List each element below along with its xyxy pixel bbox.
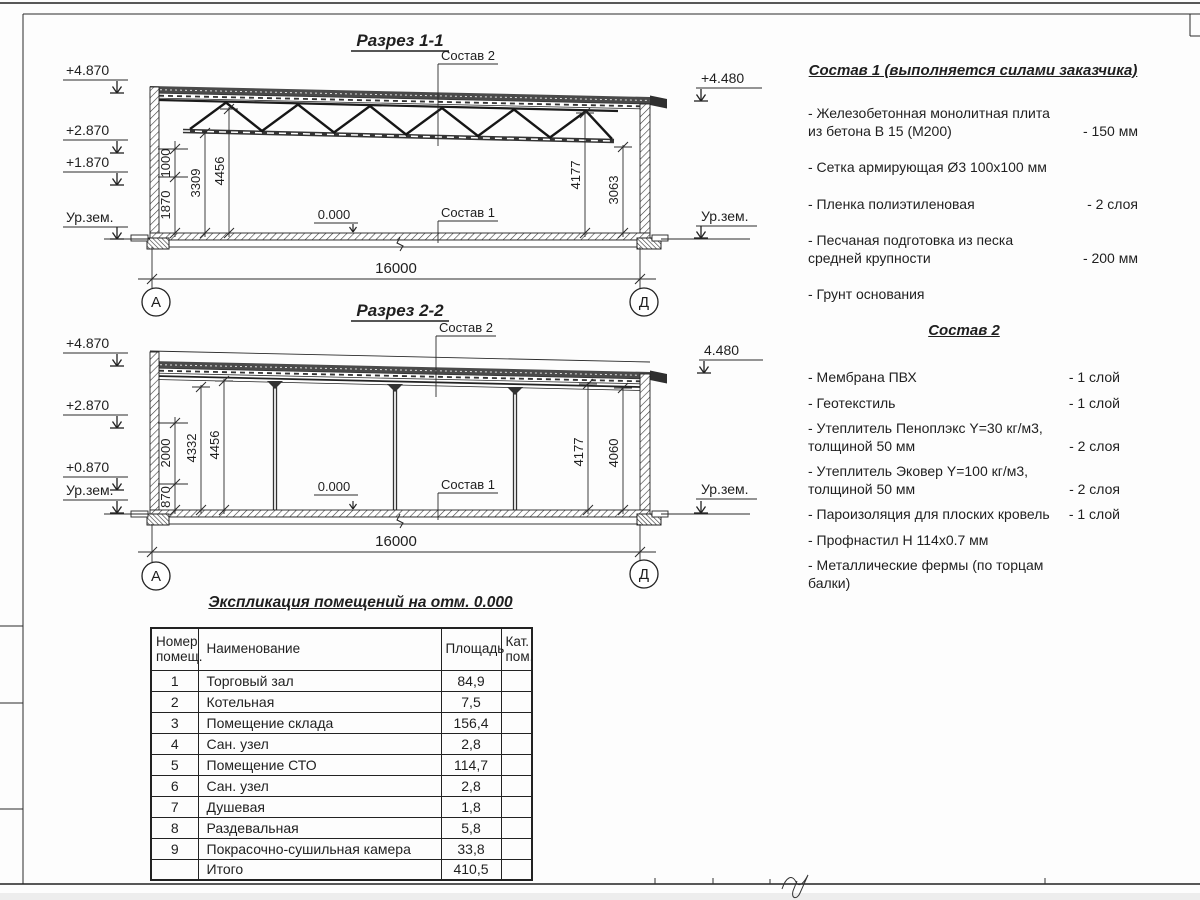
table-row — [151, 754, 532, 775]
table-row — [151, 796, 532, 817]
cell-number: 4 — [151, 733, 198, 754]
cell-name: Раздевальная — [198, 817, 441, 838]
span-dimension — [138, 524, 658, 590]
dim-label: 870 — [158, 486, 173, 508]
material-item: - Утеплитель Эковер Y=100 кг/м3, толщиной 50 мм - 2 слоя — [808, 463, 1120, 497]
cell-area: 5,8 — [441, 817, 501, 838]
cell-area: 7,5 — [441, 691, 501, 712]
wall-right — [640, 104, 650, 233]
section-title: Разрез 2-2 — [356, 301, 444, 320]
cell-cat — [501, 691, 532, 712]
material-item: - Металлические фермы (по торцам балки) — [808, 557, 1044, 591]
level-mark-label: +4.870 — [66, 335, 110, 351]
axis-label: А — [150, 294, 162, 311]
cell-number — [151, 859, 198, 880]
table-row — [151, 733, 532, 754]
scan-edge — [0, 893, 1200, 900]
floor-slab — [150, 510, 650, 517]
cell-cat — [501, 733, 532, 754]
cell-number: 6 — [151, 775, 198, 796]
ground-level-label: Ур.зем. — [701, 481, 749, 497]
span-dim-label: 16000 — [375, 260, 417, 277]
elevation-marks-right — [694, 342, 763, 513]
dim-label: 4060 — [606, 438, 621, 468]
ground-level-label: Ур.зем. — [66, 482, 114, 498]
cell-cat — [501, 712, 532, 733]
cell-cat — [501, 817, 532, 838]
room-table-title: Экспликация помещений на отм. 0.000 — [208, 594, 513, 611]
cell-number: 8 — [151, 817, 198, 838]
material-item: - Железобетонная монолитная плита из бетона В 15 (М200) - 150 мм — [808, 105, 1138, 139]
dim-label: 1000 — [158, 148, 173, 178]
table-row — [151, 775, 532, 796]
table-row — [151, 712, 532, 733]
table-row-total — [151, 859, 532, 880]
axis-label: Д — [638, 294, 650, 311]
section-title: Разрез 1-1 — [356, 31, 444, 50]
cell-cat — [501, 859, 532, 880]
dim-label: 4177 — [571, 437, 586, 467]
cell-area: 410,5 — [441, 859, 501, 880]
sostav-2-title: Состав 2 — [928, 322, 1000, 339]
material-item: - Профнастил Н 114х0.7 мм — [808, 531, 989, 548]
cell-cat — [501, 796, 532, 817]
section-1 — [63, 31, 762, 316]
sostav-1-panel — [808, 62, 1138, 323]
cell-area: 156,4 — [441, 712, 501, 733]
elevation-marks-left — [63, 62, 128, 239]
material-item: - Пленка полиэтиленовая - 2 слоя — [808, 195, 1138, 212]
col-header-cat: Кат. пом. — [501, 628, 532, 670]
cell-name: Покрасочно-сушильная камера — [198, 838, 441, 859]
cell-name: Итого — [198, 859, 441, 880]
cell-name: Помещение СТО — [198, 754, 441, 775]
cell-name: Торговый зал — [198, 670, 441, 691]
layer-label: Состав 1 — [441, 205, 495, 220]
cell-name: Котельная — [198, 691, 441, 712]
dim-label: 4177 — [568, 160, 583, 190]
cell-name: Сан. узел — [198, 775, 441, 796]
cell-area: 2,8 — [441, 775, 501, 796]
wall-right — [640, 374, 650, 510]
dim-label: 4456 — [212, 156, 227, 186]
level-mark-label: +0.870 — [66, 459, 110, 475]
cell-number: 9 — [151, 838, 198, 859]
section-2 — [63, 301, 763, 590]
zero-level-label: 0.000 — [317, 207, 351, 222]
table-row — [151, 691, 532, 712]
table-header-row — [151, 628, 532, 670]
cell-cat — [501, 670, 532, 691]
level-mark-label: +2.870 — [66, 397, 110, 413]
level-mark-label: +4.870 — [66, 62, 110, 78]
dim-label: 3063 — [606, 175, 621, 205]
cell-number: 3 — [151, 712, 198, 733]
sostav-1-title: Состав 1 (выполняется силами заказчика) — [808, 62, 1138, 79]
level-mark-label: 4.480 — [704, 342, 740, 358]
dim-label: 2000 — [158, 438, 173, 468]
zero-level-label: 0.000 — [317, 479, 351, 494]
level-mark-label: +4.480 — [701, 70, 745, 86]
cell-cat — [501, 754, 532, 775]
material-item: - Песчаная подготовка из песка средней крупности - 200 мм — [808, 232, 1138, 266]
zero-mark — [314, 207, 358, 232]
cell-area: 84,9 — [441, 670, 501, 691]
sostav-2-panel — [808, 322, 1120, 600]
cell-number: 1 — [151, 670, 198, 691]
cell-name: Сан. узел — [198, 733, 441, 754]
axis-label: Д — [638, 566, 650, 583]
cell-cat — [501, 775, 532, 796]
cell-number: 7 — [151, 796, 198, 817]
cell-area: 114,7 — [441, 754, 501, 775]
vertical-dimensions — [158, 104, 632, 238]
table-row — [151, 838, 532, 859]
foundation-left — [147, 514, 169, 525]
level-mark-label: +2.870 — [66, 122, 110, 138]
dim-label: 1870 — [158, 190, 173, 220]
cell-name: Душевая — [198, 796, 441, 817]
vertical-dimensions — [158, 376, 632, 515]
foundation-left — [147, 238, 169, 249]
axis-label: А — [150, 568, 162, 585]
material-item: - Геотекстиль - 1 слой — [808, 394, 1120, 411]
layer-label: Состав 2 — [439, 320, 493, 335]
span-dim-label: 16000 — [375, 533, 417, 550]
elevation-marks-left — [63, 335, 128, 513]
material-item: - Пароизоляция для плоских кровель - 1 слой — [808, 506, 1120, 522]
material-item: - Сетка армирующая Ø3 100х100 мм — [808, 159, 1047, 175]
col-header-name: Наименование — [198, 628, 441, 670]
table-row — [151, 817, 532, 838]
table-row — [151, 670, 532, 691]
roof-edge-cap — [650, 371, 667, 384]
cell-number: 5 — [151, 754, 198, 775]
zero-mark — [314, 479, 358, 509]
room-table — [150, 627, 533, 881]
dim-label: 4332 — [184, 433, 199, 463]
cell-area: 33,8 — [441, 838, 501, 859]
cell-area: 1,8 — [441, 796, 501, 817]
cell-cat — [501, 838, 532, 859]
cell-area: 2,8 — [441, 733, 501, 754]
ground-level-label: Ур.зем. — [66, 209, 114, 225]
material-item: - Мембрана ПВХ - 1 слой — [808, 369, 1120, 385]
elevation-marks-right — [694, 70, 762, 238]
layer-label: Состав 1 — [441, 477, 495, 492]
material-item: - Утеплитель Пеноплэкс Y=30 кг/м3, толщиной 50 мм - 2 слоя — [808, 420, 1120, 454]
dim-label: 4456 — [207, 430, 222, 460]
col-header-area: Площадь — [441, 628, 501, 670]
material-item: - Грунт основания — [808, 286, 925, 302]
dim-label: 3309 — [188, 168, 203, 198]
cell-name: Помещение склада — [198, 712, 441, 733]
roof-assembly — [150, 351, 667, 391]
level-mark-label: +1.870 — [66, 154, 110, 170]
ground-level-label: Ур.зем. — [701, 208, 749, 224]
roof-edge-cap — [650, 96, 667, 109]
col-header-number: Номер помещ. — [151, 628, 198, 670]
cell-number: 2 — [151, 691, 198, 712]
layer-label: Состав 2 — [441, 48, 495, 63]
